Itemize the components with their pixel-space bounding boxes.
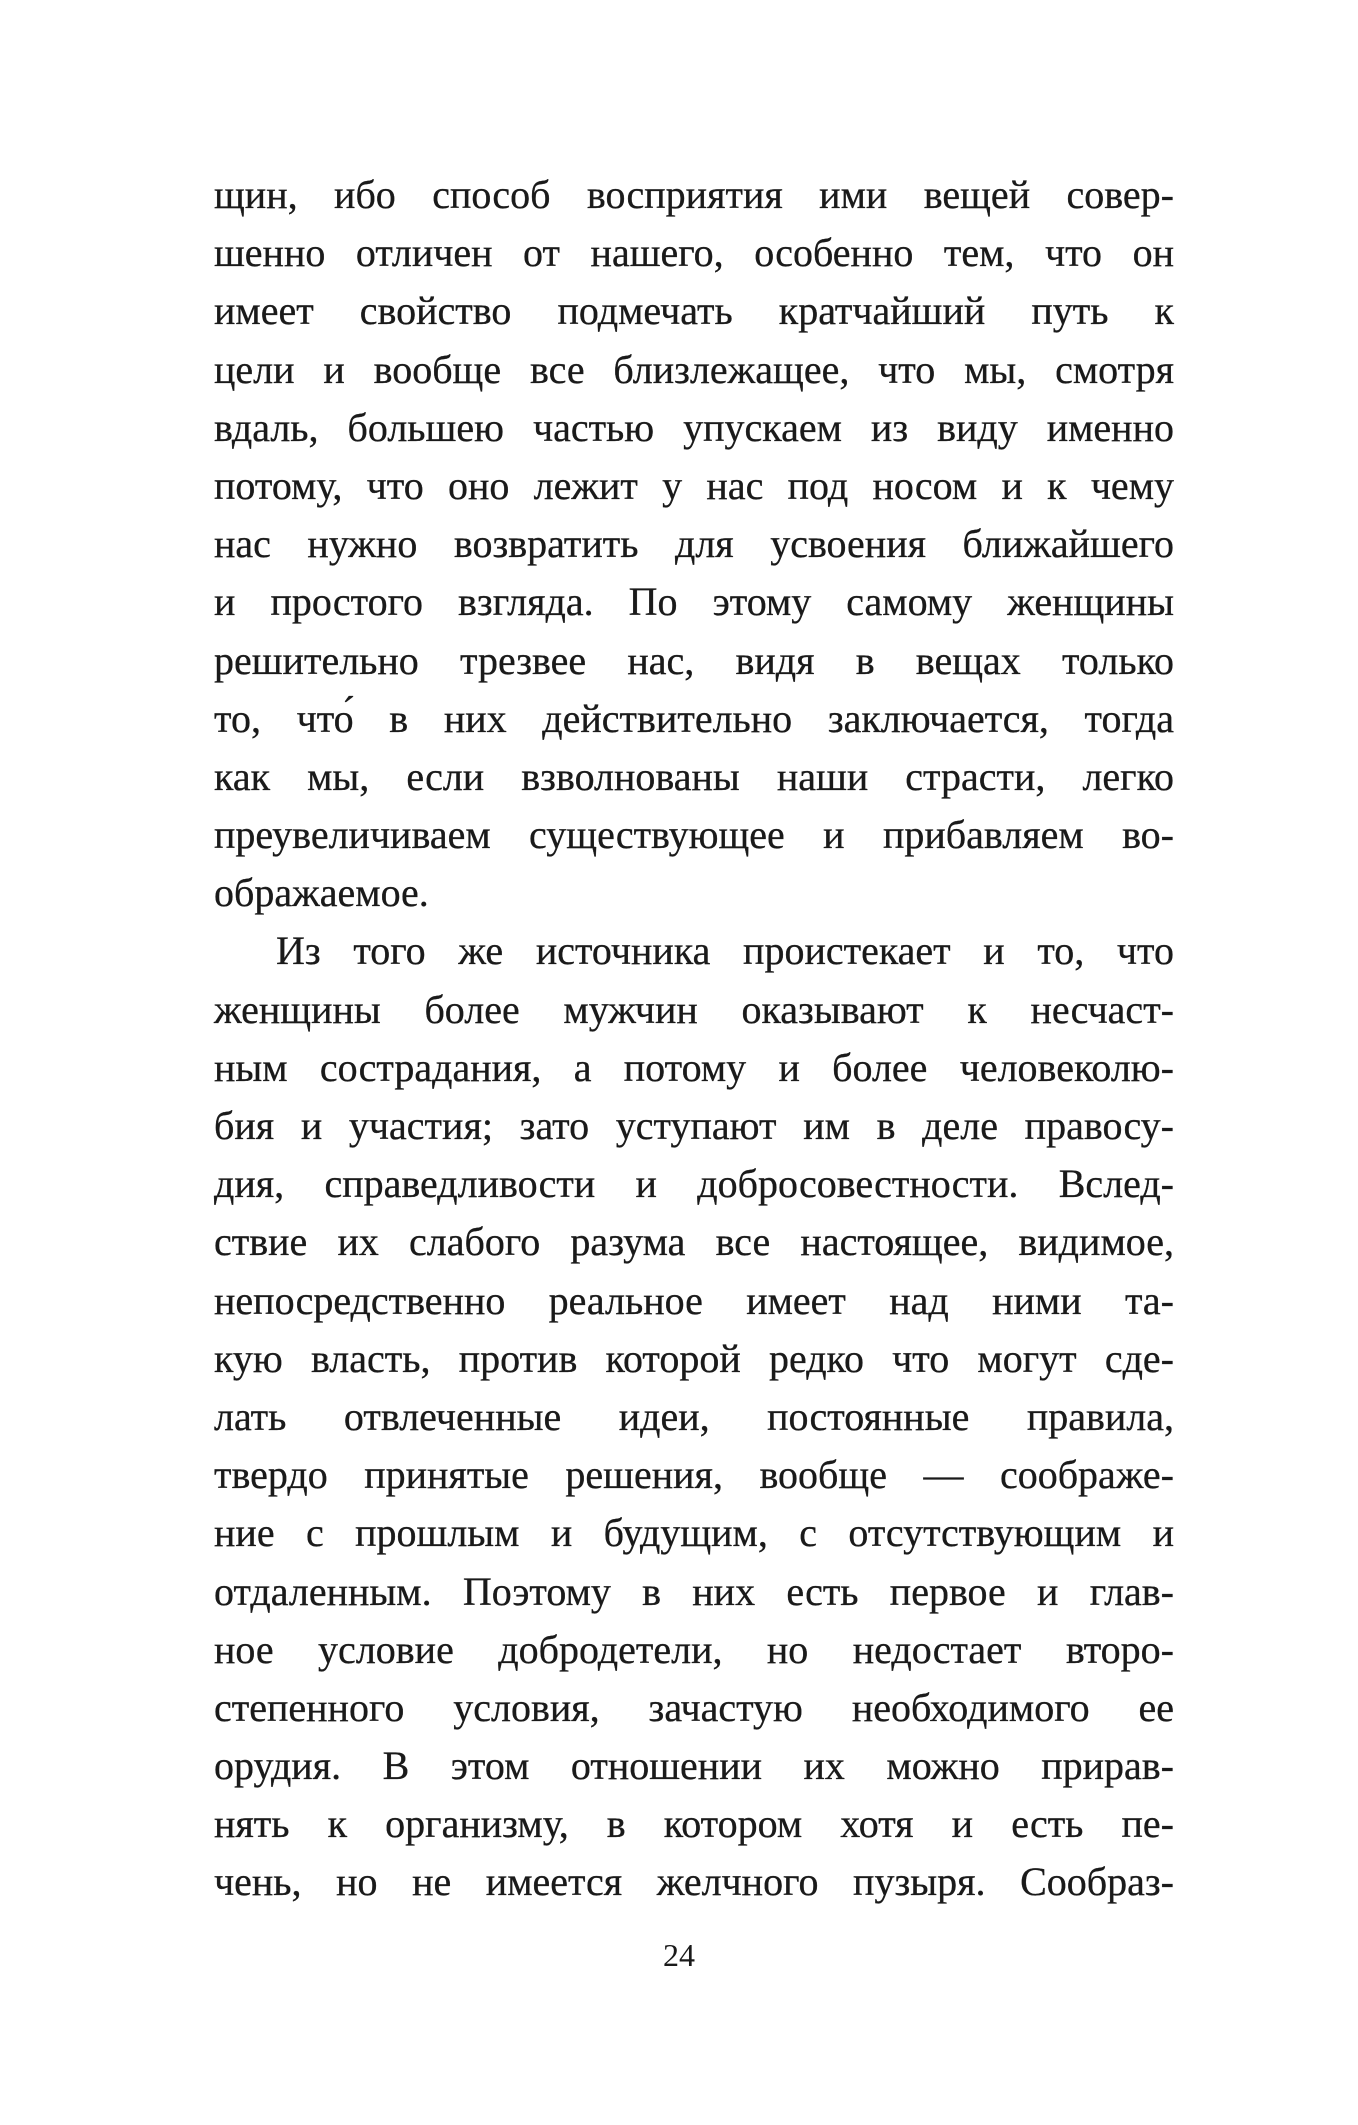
text-line: твердо принятые решения, вообще — соображе- bbox=[214, 1452, 1174, 1498]
text-line: то, что́ в них действительно заключается, тогда bbox=[214, 695, 1174, 741]
text-line: бия и участия; зато уступают им в деле правосу- bbox=[214, 1103, 1174, 1148]
text-line: орудия. В этом отношении их можно прирав- bbox=[214, 1743, 1174, 1789]
text-line: щин, ибо способ восприятия ими вещей совер- bbox=[214, 172, 1174, 217]
text-line: цели и вообще все близлежащее, что мы, смотря bbox=[214, 346, 1174, 392]
text-line: ние с прошлым и будущим, с отсутствующим и bbox=[214, 1510, 1174, 1556]
text-line: дия, справедливости и добросовестности. Вслед- bbox=[214, 1161, 1174, 1207]
text-line: ное условие добродетели, но недостает второ- bbox=[214, 1626, 1174, 1672]
text-line: ствие их слабого разума все настоящее, видимое, bbox=[214, 1219, 1174, 1265]
paragraph-1 bbox=[214, 166, 1174, 922]
text-line: как мы, если взволнованы наши страсти, легко bbox=[214, 753, 1174, 799]
text-line: женщины более мужчин оказывают к несчаст- bbox=[214, 986, 1174, 1032]
body-text bbox=[214, 166, 1174, 1912]
text-line: ображаемое. bbox=[214, 870, 429, 916]
text-line: вдаль, большею частью упускаем из виду именно bbox=[214, 404, 1174, 450]
text-line: преувеличиваем существующее и прибавляем во- bbox=[214, 812, 1174, 858]
text-line: ным сострадания, а потому и более человеколю- bbox=[214, 1044, 1174, 1090]
text-line: и простого взгляда. По этому самому женщины bbox=[214, 579, 1174, 625]
text-line: непосредственно реальное имеет над ними та- bbox=[214, 1277, 1174, 1323]
text-line: потому, что оно лежит у нас под носом и к чему bbox=[214, 462, 1174, 508]
text-line: шенно отличен от нашего, особенно тем, что он bbox=[214, 230, 1174, 276]
text-line: имеет свойство подмечать кратчайший путь к bbox=[214, 288, 1174, 334]
text-line: нять к организму, в котором хотя и есть пе- bbox=[214, 1801, 1174, 1847]
text-line: лать отвлеченные идеи, постоянные правила, bbox=[214, 1393, 1174, 1439]
page-number: 24 bbox=[663, 1937, 695, 1973]
text-line: степенного условия, зачастую необходимого ее bbox=[214, 1684, 1174, 1730]
text-line: кую власть, против которой редко что могут сде- bbox=[214, 1335, 1174, 1381]
text-line: Из того же источника проистекает и то, что bbox=[276, 928, 1174, 974]
text-line: нас нужно возвратить для усвоения ближайшего bbox=[214, 521, 1174, 567]
text-line: чень, но не имеется желчного пузыря. Сообраз- bbox=[214, 1859, 1174, 1905]
paragraph-2 bbox=[214, 922, 1174, 1911]
text-line: отдаленным. Поэтому в них есть первое и глав- bbox=[214, 1568, 1174, 1614]
text-line: решительно трезвее нас, видя в вещах только bbox=[214, 637, 1174, 683]
